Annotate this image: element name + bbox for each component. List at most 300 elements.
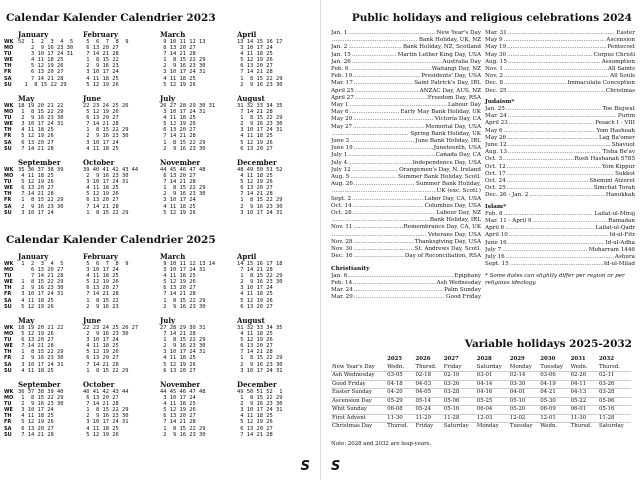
- day-row: 2 9 16 23 30: [237, 361, 283, 368]
- holiday-date: Oct. 24: [485, 178, 506, 185]
- month-july: [160, 316, 232, 374]
- month-name: October: [83, 380, 115, 389]
- year-header-row: [331, 356, 631, 364]
- week-numbers-row: 22 23 24 25 26: [83, 103, 129, 109]
- dot-leader: [508, 59, 601, 66]
- holiday-entry: [331, 217, 481, 224]
- month-name: February: [83, 30, 119, 39]
- dot-leader: [353, 246, 413, 253]
- holiday-name: Independence Day, USA: [412, 159, 481, 166]
- day-row: 4 11 18 25: [237, 331, 273, 338]
- holiday-name: Ashura: [614, 254, 635, 261]
- variable-holiday-cell: 04-18: [386, 380, 414, 389]
- holiday-entry: [331, 287, 481, 294]
- holiday-date: Feb. 19: [331, 73, 353, 80]
- month-september: [18, 380, 90, 438]
- weekday-labels: [4, 103, 13, 152]
- weekday-label: FR: [4, 355, 12, 362]
- weekday-label: TU: [4, 337, 12, 344]
- weekday-label: SA: [4, 139, 12, 146]
- month-days: [83, 389, 128, 438]
- dot-leader: [332, 131, 409, 138]
- holiday-entry: [485, 30, 635, 37]
- weekday-label: WK: [4, 103, 14, 109]
- variable-holiday-cell: 05-30: [539, 397, 569, 406]
- day-row: 2 9 16 23 30: [160, 191, 206, 198]
- day-row: 7 14 21 28: [237, 109, 273, 116]
- month-october: [83, 158, 155, 216]
- day-row: 7 14 21 28: [18, 343, 54, 350]
- week-numbers-row: 18 19 20 21 22: [18, 103, 64, 109]
- day-row: 1 8 15 22 29: [18, 109, 64, 116]
- holiday-entry: [331, 88, 481, 95]
- variable-holiday-cell: Saturday: [476, 363, 502, 370]
- weekday-label: TU: [4, 401, 12, 408]
- dot-leader: [502, 247, 588, 254]
- holiday-date: June 16: [485, 239, 507, 246]
- weekday-label: WK: [4, 261, 14, 267]
- month-days: [160, 325, 205, 374]
- holiday-name: Orangemen's Day, N. Ireland: [399, 166, 481, 173]
- holiday-date: Dec. 26 - Jan. 2: [485, 192, 529, 199]
- holiday-name: UK (exc. Scotl.): [436, 188, 481, 195]
- holiday-entry: [331, 44, 481, 51]
- day-row: 6 13 20 27: [83, 197, 119, 204]
- weekday-label: MO: [4, 45, 14, 52]
- day-row: 5 12 19 26: [83, 191, 119, 198]
- day-row: 7 14 21 28: [237, 349, 273, 356]
- day-row: 5 12 19 26: [18, 133, 54, 140]
- day-row: 7 14 21 28: [237, 431, 273, 438]
- day-row: 3 10 17 24 31: [83, 179, 129, 186]
- dot-leader: [354, 287, 443, 294]
- variable-holiday-cell: 02-18: [414, 372, 442, 381]
- holiday-date: April 6: [485, 225, 505, 232]
- day-row: 1 8 15 22 29: [237, 273, 283, 280]
- day-row: 1 8 15 22 29: [160, 185, 206, 192]
- day-row: 1 8 15 22: [83, 297, 119, 304]
- month-name: January: [18, 30, 49, 39]
- month-august: [237, 94, 309, 152]
- holiday-date: Jan. 15: [331, 51, 351, 58]
- variable-holiday-row: [331, 423, 631, 431]
- holiday-entry: [485, 171, 635, 178]
- holiday-name: Presidents' Day, USA: [421, 73, 481, 80]
- weekday-label: WE: [4, 57, 13, 64]
- dot-leader: [350, 174, 397, 181]
- variable-holiday-cell: 05-24: [414, 406, 442, 415]
- holiday-entry: [485, 225, 635, 232]
- day-row: 7 14 21 28: [83, 121, 119, 128]
- week-numbers-row: 44 45 46 47 48: [160, 389, 206, 395]
- day-row: 7 14 21 28: [160, 51, 196, 58]
- variable-holiday-cell: Saturday: [443, 423, 476, 431]
- holiday-name: Pentecost: [607, 44, 635, 51]
- holiday-name: Yom Hashoah: [596, 127, 635, 134]
- variable-holiday-cell: 03-26: [443, 380, 476, 389]
- variable-holiday-cell: 03-30: [509, 380, 539, 389]
- week-numbers-row: 22 23 24 25 26 27: [83, 325, 139, 331]
- week-numbers-row: 35 36 37 38 39: [18, 167, 64, 173]
- holiday-date: Oct. 14: [331, 202, 352, 209]
- holiday-date: July 12: [331, 166, 351, 173]
- month-june: [83, 94, 155, 152]
- day-row: 3 10 17 24: [83, 267, 119, 274]
- month-name: October: [83, 158, 115, 167]
- holiday-date: June 12: [485, 142, 507, 149]
- variable-holiday-label: New Year's Day: [332, 363, 375, 370]
- holiday-name: Spring Bank Holiday, UK: [410, 130, 481, 137]
- week-numbers-row: 18 19 20 21 22: [18, 325, 64, 331]
- holiday-date: Mar. 31: [485, 30, 507, 36]
- holiday-entry: [331, 59, 481, 66]
- holidays-title: Public holidays and religious celebrations 2024: [351, 12, 632, 24]
- month-name: April: [237, 252, 257, 261]
- day-row: 2 9 16 23 30: [18, 203, 64, 210]
- dot-leader: [506, 106, 602, 113]
- variable-holidays-table: [331, 356, 631, 431]
- month-name: September: [18, 380, 61, 389]
- day-row: 7 14 21 28: [237, 267, 273, 274]
- variable-holiday-cell: 04-01: [509, 389, 539, 398]
- week-numbers-row: 9 10 11 12 13 14: [160, 261, 216, 267]
- day-row: 6 13 20 27: [237, 145, 273, 152]
- holiday-name: Corpus Christi: [593, 51, 635, 58]
- day-row: 4 11 18 25: [160, 355, 196, 362]
- holiday-entry: [331, 95, 481, 102]
- holiday-name: Hanukkah: [605, 192, 635, 199]
- holiday-name: Canada Day, CA: [435, 152, 481, 159]
- variable-holiday-row: [331, 372, 631, 381]
- variable-holiday-row: [331, 397, 631, 406]
- month-may: [18, 316, 90, 374]
- day-row: 5 12 19 26: [18, 63, 64, 70]
- holiday-date: July 7: [485, 246, 502, 253]
- variable-holiday-label: Easter Sunday: [331, 389, 386, 398]
- day-row: 5 12 19 26: [160, 209, 196, 216]
- day-row: 1 8 15 22 29: [160, 57, 206, 64]
- day-row: 7 14 21 28: [237, 69, 273, 76]
- day-row: 6 13 20 27: [237, 63, 273, 70]
- calendar-2025-grid: [6, 252, 312, 442]
- week-numbers-row: 48 49 50 51 52: [237, 167, 283, 173]
- day-row: 7 14 21 28: [83, 361, 119, 368]
- variable-holiday-cell: Thursd.: [598, 363, 620, 370]
- weekday-label: SU: [4, 367, 12, 374]
- variable-holiday-label: Christmas Day: [331, 423, 386, 431]
- holiday-entry: [331, 203, 481, 210]
- weekday-label: WK: [4, 39, 14, 45]
- day-row: 1 8 15 22 29: [83, 127, 129, 134]
- weekday-label: MO: [4, 267, 14, 274]
- day-row: 7 14 21 28: [237, 191, 273, 198]
- variable-holiday-cell: 05-06: [443, 397, 476, 406]
- day-row: 2 9 16 23 30: [18, 401, 64, 408]
- weekday-label: MO: [4, 331, 14, 338]
- month-name: August: [237, 94, 265, 103]
- day-row: 3 10 17 24: [18, 209, 54, 216]
- holiday-date: Aug. 26: [331, 181, 353, 188]
- day-row: 2 9 16 23 30: [160, 63, 206, 70]
- variable-holiday-label: Ash Wednesday: [331, 372, 386, 381]
- dot-leader: [355, 95, 427, 102]
- month-days: [160, 261, 215, 310]
- holiday-date: May 20: [331, 116, 353, 123]
- variable-holiday-cell: 11-28: [443, 414, 476, 423]
- holiday-date: May 9: [485, 37, 503, 44]
- dot-leader: [354, 145, 433, 152]
- dot-leader: [508, 88, 605, 95]
- holiday-name: Toe Bisjwat: [602, 106, 635, 113]
- holiday-entry: [331, 246, 481, 253]
- dot-leader: [352, 59, 442, 66]
- variable-holiday-cell: 04-11: [570, 380, 598, 389]
- holiday-entry: [331, 273, 481, 280]
- day-row: 2 9 16 23 30: [160, 303, 206, 310]
- dot-leader: [504, 211, 594, 218]
- dot-leader: [332, 217, 429, 224]
- day-row: 3 10 17 24 31: [18, 51, 74, 58]
- month-days: [160, 389, 205, 438]
- holiday-date: Aug. 13: [485, 149, 507, 156]
- month-days: [237, 389, 282, 438]
- year-header: 2032: [598, 356, 614, 362]
- holiday-entry: [331, 167, 481, 174]
- variable-holiday-cell: 02-11: [598, 372, 631, 381]
- holiday-entry: [331, 73, 481, 80]
- holiday-name: Freedom Day, RSA: [427, 94, 481, 101]
- month-august: [237, 316, 309, 374]
- variable-holiday-row: [331, 380, 631, 389]
- dot-leader: [353, 239, 413, 246]
- dot-leader: [332, 188, 436, 195]
- week-numbers-row: 13 14 15 16 17: [237, 39, 283, 45]
- dot-leader: [350, 138, 414, 145]
- day-row: 4 11 18 25: [83, 343, 119, 350]
- variable-holiday-cell: 11-29: [414, 414, 442, 423]
- holiday-date: July 4: [331, 159, 348, 166]
- variable-holiday-cell: 04-14: [476, 380, 509, 389]
- variable-holiday-cell: 04-05: [414, 389, 442, 398]
- holiday-name: Veterans Day, USA: [427, 231, 481, 238]
- holiday-name: All Saints: [607, 66, 635, 73]
- month-april: [237, 252, 309, 310]
- day-row: 3 10 17 24: [83, 139, 119, 146]
- day-row: 2 9 16 23 30: [237, 203, 283, 210]
- month-november: [160, 158, 232, 216]
- month-name: March: [160, 252, 186, 261]
- month-days: [83, 39, 128, 88]
- variable-holiday-row: [331, 406, 631, 415]
- holiday-entry: [485, 142, 635, 149]
- day-row: 5 12 19 26: [83, 279, 119, 286]
- day-row: 7 14 21 28: [83, 401, 119, 408]
- week-numbers-row: 36 37 38 39 40: [18, 389, 64, 395]
- holidays-page: [320, 0, 640, 480]
- holiday-date: Mar. 29: [331, 294, 353, 301]
- variable-holidays-title: Variable holidays 2025-2032: [464, 338, 632, 350]
- holiday-name: Immaculate Conception: [567, 80, 635, 87]
- holiday-name: Epiphany: [454, 272, 481, 279]
- holiday-entry: [485, 232, 635, 239]
- dot-leader: [504, 73, 609, 80]
- dot-leader: [508, 240, 605, 247]
- day-row: 4 11 18 25: [160, 273, 196, 280]
- day-row: 1 8 15 22 29: [237, 355, 283, 362]
- variable-holiday-cell: Friday: [443, 363, 462, 370]
- day-row: 7 14 21 28: [160, 179, 196, 186]
- month-days: [237, 103, 282, 152]
- month-name: March: [160, 30, 186, 39]
- holiday-name: Columbus Day, USA: [424, 202, 481, 209]
- day-row: 5 12 19 26: [237, 419, 273, 426]
- dot-leader: [503, 156, 574, 163]
- dot-leader: [350, 102, 447, 109]
- day-row: 6 13 20 27: [160, 127, 196, 134]
- weekday-labels: [4, 389, 13, 438]
- week-numbers-row: 26 27 28 29 30 31: [160, 103, 216, 109]
- month-march: [160, 30, 232, 88]
- day-row: 5 12 19 26: [18, 419, 54, 426]
- month-december: [237, 380, 309, 438]
- day-row: 6 13 20 27: [83, 115, 119, 122]
- day-row: 4 11 18 25: [83, 185, 119, 192]
- dot-leader: [353, 203, 424, 210]
- brand-logo-icon: S: [300, 459, 310, 474]
- dot-leader: [352, 52, 397, 59]
- holiday-name: ANZAC Day, AUS, NZ: [419, 87, 481, 94]
- day-row: 5 12 19 26: [160, 81, 196, 88]
- month-days: [83, 167, 138, 216]
- weekday-label: TU: [4, 51, 12, 58]
- variable-holiday-cell: 11-28: [598, 414, 631, 423]
- weekday-label: FR: [4, 291, 12, 298]
- month-name: November: [160, 158, 201, 167]
- day-row: 6 13 20 27: [160, 367, 196, 374]
- day-row: 7 14 21 28: [160, 331, 196, 338]
- weekday-label: WE: [4, 279, 13, 286]
- weekday-label: TH: [4, 413, 12, 420]
- weekday-label: TH: [4, 285, 12, 292]
- day-row: 5 12 19 26: [83, 109, 119, 116]
- holiday-entry: [485, 59, 635, 66]
- weekday-label: SA: [4, 297, 12, 304]
- holiday-name: Id-ul-Milad: [603, 261, 635, 268]
- weekday-labels: [4, 39, 13, 88]
- holiday-entry: [485, 185, 635, 192]
- day-row: 3 10 17 24 31: [18, 361, 64, 368]
- day-row: 5 12 19 26: [237, 179, 273, 186]
- weekday-label: SA: [4, 425, 12, 432]
- holiday-entry: [331, 124, 481, 131]
- holiday-entry: [331, 188, 481, 195]
- holiday-date: July 1: [331, 152, 348, 159]
- holiday-date: Oct. 17: [485, 170, 506, 177]
- variable-holiday-cell: 02-14: [509, 372, 539, 381]
- holiday-name: Sukkot: [615, 170, 635, 177]
- weekday-label: WE: [4, 185, 13, 192]
- day-row: 5 12 19 26: [160, 407, 196, 414]
- holiday-name: Muharram 1446: [588, 246, 635, 253]
- month-days: [18, 103, 63, 152]
- month-days: [83, 103, 128, 152]
- variable-holiday-label: Good Friday: [331, 380, 386, 389]
- holiday-entry: [485, 128, 635, 135]
- year-header: 2028: [476, 356, 492, 362]
- holiday-name: Thanksgiving Day, USA: [414, 238, 481, 245]
- holiday-date: May 30: [485, 51, 507, 58]
- week-numbers-row: 31 32 33 34 35: [237, 325, 283, 331]
- holiday-name: Id-ul-Fitr: [609, 232, 635, 239]
- holiday-entry: [485, 247, 635, 254]
- variable-holiday-cell: Monday: [476, 423, 509, 431]
- calendar-2023-title: Calendar Kalender Calendrier 2023: [6, 12, 216, 24]
- holiday-name: Id-ul-Adha: [605, 239, 635, 246]
- holiday-entry: [331, 152, 481, 159]
- holiday-date: Oct. 3: [485, 156, 503, 163]
- day-row: 3 10 17 24: [83, 69, 119, 76]
- holiday-name: St. Andrews Day, Scotl.: [414, 246, 481, 253]
- holiday-entry: [331, 294, 481, 301]
- holiday-entry: [331, 160, 481, 167]
- day-row: 6 13 20 27: [160, 173, 196, 180]
- holiday-entry: [331, 116, 481, 123]
- holiday-date: Nov. 1: [485, 66, 503, 73]
- weekday-label: FR: [4, 69, 12, 76]
- holiday-name: Bank Holiday, NZ, Scotland: [402, 44, 481, 51]
- dot-leader: [507, 44, 606, 51]
- holiday-date: July 16: [485, 254, 505, 261]
- day-row: 5 12 19 26: [18, 303, 54, 310]
- variable-holiday-cell: 12-01: [539, 414, 569, 423]
- holiday-entry: [331, 66, 481, 73]
- day-row: 5 12 19 26: [237, 57, 273, 64]
- variable-holiday-cell: 05-16: [598, 406, 631, 415]
- dot-leader: [504, 128, 596, 135]
- weekday-labels: [4, 167, 13, 216]
- holiday-date: May 26: [485, 134, 507, 141]
- weekday-label: TH: [4, 127, 12, 134]
- dot-leader: [532, 218, 607, 225]
- variable-holiday-cell: 03-28: [598, 389, 631, 398]
- day-row: 1 8 15 22: [83, 57, 119, 64]
- holiday-name: Bank Holiday, UK, NZ: [418, 37, 481, 44]
- holiday-entry: [485, 80, 635, 87]
- day-row: 4 11 18 25: [160, 75, 196, 82]
- day-row: 4 11 18 25: [237, 173, 273, 180]
- variable-holiday-cell: 03-26: [598, 380, 631, 389]
- variable-holiday-cell: 05-25: [476, 397, 509, 406]
- holiday-name: June Bank Holiday, IRL: [415, 138, 481, 145]
- day-row: 1 8 15 22 29: [237, 395, 283, 402]
- day-row: 3 10 17 24: [160, 395, 196, 402]
- day-row: 2 9 16 23 30: [237, 81, 283, 88]
- day-row: 6 13 20 27: [237, 303, 273, 310]
- holiday-name: Labor Day, CA, USA: [424, 195, 481, 202]
- month-may: [18, 94, 90, 152]
- weekday-label: WK: [4, 167, 14, 173]
- dot-leader: [505, 225, 594, 232]
- holiday-name: Easter: [616, 30, 635, 36]
- holiday-date: May 6: [331, 109, 349, 116]
- day-row: 3 10 17 24: [18, 407, 54, 414]
- day-row: 6 13 20 27: [83, 45, 119, 52]
- week-numbers-row: 9 10 11 12 13: [160, 39, 206, 45]
- day-row: 3 10 17 24 31: [237, 407, 283, 414]
- holiday-entry: [485, 135, 635, 142]
- dot-leader: [507, 164, 601, 171]
- day-row: 1 8 15 22 29: [160, 297, 206, 304]
